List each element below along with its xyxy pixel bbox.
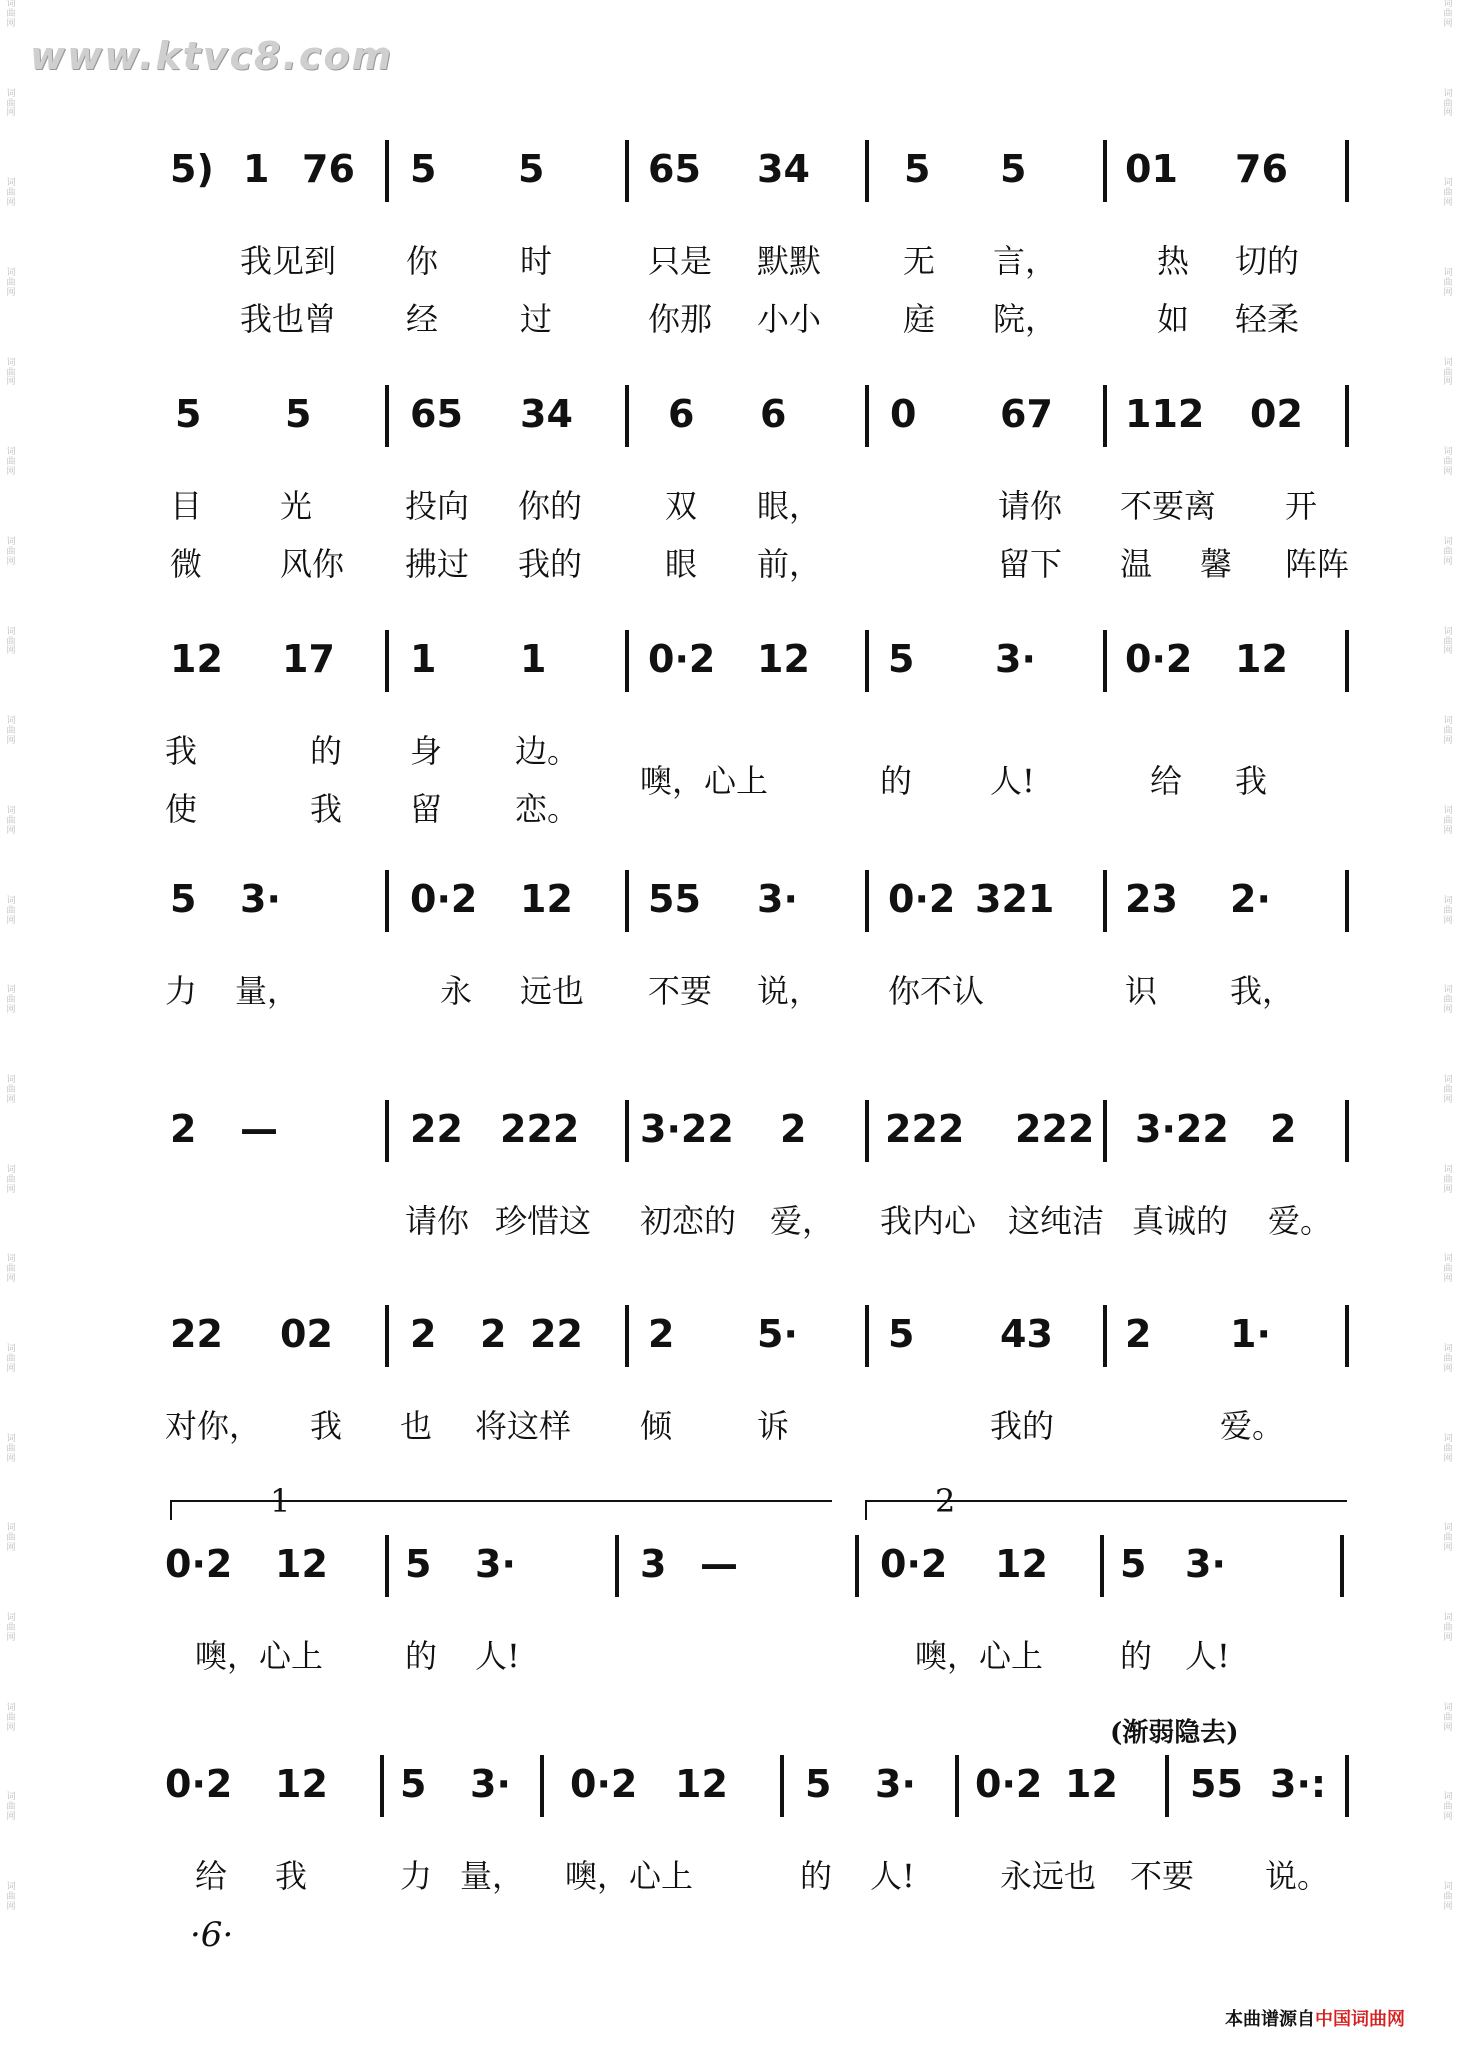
lyric-syllable: 力 xyxy=(400,1857,433,1895)
lyric-syllable: 热 xyxy=(1157,242,1190,280)
barline xyxy=(615,1535,619,1597)
lyric-syllable: 初恋的 xyxy=(640,1202,737,1240)
lyric-syllable: 的 xyxy=(1120,1637,1153,1675)
lyric-syllable: 我也曾 xyxy=(240,300,337,338)
lyric-syllable: 轻柔 xyxy=(1235,300,1300,338)
lyric-syllable: 的 xyxy=(880,762,913,800)
lyric-syllable: 切的 xyxy=(1235,242,1300,280)
note-group: — xyxy=(240,1107,278,1151)
barline xyxy=(865,385,869,447)
barline xyxy=(1103,385,1107,447)
note-group: 2 xyxy=(410,1312,437,1356)
note-group: 222 xyxy=(500,1107,580,1151)
strip-mark: 词 曲 网 xyxy=(6,1702,16,1733)
source-site: 中国词曲网 xyxy=(1315,2009,1405,2030)
note-group: 2 xyxy=(170,1107,197,1151)
strip-mark: 词 曲 网 xyxy=(1443,447,1453,478)
lyric-syllable: 爱， xyxy=(770,1202,835,1240)
volta-1-label: 1 xyxy=(270,1482,291,1520)
barline xyxy=(385,1535,389,1597)
lyric-syllable: 人! xyxy=(1185,1637,1230,1675)
lyric-syllable: 过 xyxy=(520,300,553,338)
lyric-syllable: 不要 xyxy=(648,972,713,1010)
note-group: 2 xyxy=(480,1312,507,1356)
lyric-syllable: 拂过 xyxy=(405,545,470,583)
strip-mark: 词 曲 网 xyxy=(1443,1075,1453,1105)
lyric-syllable: 我， xyxy=(1230,972,1295,1010)
note-group: 112 xyxy=(1125,392,1205,436)
lyric-syllable: 我 xyxy=(275,1857,308,1895)
note-group: 22 xyxy=(530,1312,583,1356)
lyric-syllable: 阵阵 xyxy=(1285,545,1350,583)
lyric-syllable: 的 xyxy=(405,1637,438,1675)
lyric-syllable: 你 xyxy=(406,242,439,280)
lyric-syllable: 给 xyxy=(195,1857,228,1895)
barline xyxy=(1103,630,1107,692)
strip-mark: 词 曲 网 xyxy=(1443,537,1453,567)
lyric-syllable: 默默 xyxy=(757,242,822,280)
note-group: 0 xyxy=(890,392,917,436)
strip-mark: 词 曲 网 xyxy=(1443,806,1453,836)
lyric-syllable: 噢，心上 xyxy=(915,1637,1044,1675)
strip-mark: 词 曲 网 xyxy=(6,985,16,1016)
source-note xyxy=(1225,2005,1405,2031)
note-group: 02 xyxy=(1250,392,1303,436)
strip-mark: 词 曲 网 xyxy=(6,1613,16,1643)
note-group: 23 xyxy=(1125,877,1178,921)
strip-mark: 词 曲 网 xyxy=(6,1254,16,1285)
barline xyxy=(1103,1305,1107,1367)
strip-mark: 词 曲 网 xyxy=(6,1433,16,1464)
note-group: 1 xyxy=(410,637,437,681)
strip-mark: 词 曲 网 xyxy=(1443,1792,1453,1823)
note-group: 321 xyxy=(975,877,1055,921)
note-group: 5) xyxy=(170,147,214,191)
strip-mark: 词 曲 网 xyxy=(6,1075,16,1105)
volta-bracket xyxy=(865,1500,1347,1520)
barline xyxy=(780,1755,784,1817)
lyric-syllable: 时 xyxy=(520,242,553,280)
note-group: 12 xyxy=(1235,637,1288,681)
barline xyxy=(865,870,869,932)
strip-mark: 词 曲 网 xyxy=(1443,985,1453,1016)
note-group: 5 xyxy=(888,637,915,681)
lyric-syllable: 量， xyxy=(235,972,300,1010)
note-group: 43 xyxy=(1000,1312,1053,1356)
note-group: 1 xyxy=(243,147,270,191)
barline xyxy=(865,1100,869,1162)
note-group: 3· xyxy=(995,637,1036,681)
lyric-syllable: 如 xyxy=(1157,300,1190,338)
strip-mark: 词 曲 网 xyxy=(1443,88,1453,119)
note-group: 0·2 xyxy=(1125,637,1193,681)
lyric-syllable: 只是 xyxy=(648,242,713,280)
lyric-syllable: 目 xyxy=(170,487,203,525)
lyric-syllable: 微 xyxy=(170,545,203,583)
barline xyxy=(1345,630,1349,692)
lyric-syllable: 光 xyxy=(280,487,313,525)
lyric-syllable: 对你， xyxy=(165,1407,262,1445)
lyric-syllable: 言， xyxy=(993,242,1058,280)
lyric-syllable: 量， xyxy=(460,1857,525,1895)
note-group: 0·2 xyxy=(165,1762,233,1806)
note-group: 65 xyxy=(648,147,701,191)
barline xyxy=(1345,385,1349,447)
note-group: 55 xyxy=(648,877,701,921)
strip-mark: 词 曲 网 xyxy=(6,357,16,388)
strip-mark: 词 曲 网 xyxy=(1443,357,1453,388)
lyric-syllable: 人! xyxy=(475,1637,520,1675)
note-group: 17 xyxy=(282,637,335,681)
strip-mark: 词 曲 网 xyxy=(6,1792,16,1823)
right-watermark-strip xyxy=(1439,0,1457,2050)
note-group: 5 xyxy=(518,147,545,191)
strip-mark: 词 曲 网 xyxy=(1443,0,1453,29)
note-group: 76 xyxy=(302,147,355,191)
lyric-syllable: 诉 xyxy=(757,1407,790,1445)
note-group: 5 xyxy=(400,1762,427,1806)
lyric-syllable: 噢，心上 xyxy=(640,762,769,800)
note-group: 3· xyxy=(240,877,281,921)
barline xyxy=(1100,1535,1104,1597)
strip-mark: 词 曲 网 xyxy=(1443,1164,1453,1195)
lyric-syllable: 的 xyxy=(800,1857,833,1895)
lyric-syllable: 边。 xyxy=(515,732,580,770)
lyric-syllable: 说， xyxy=(757,972,822,1010)
note-group: 0·2 xyxy=(165,1542,233,1586)
note-group: 6 xyxy=(668,392,695,436)
lyric-syllable: 的 xyxy=(310,732,343,770)
lyric-syllable: 你不认 xyxy=(888,972,985,1010)
lyric-syllable: 识 xyxy=(1125,972,1158,1010)
page-number: ·6· xyxy=(190,1915,234,1955)
lyric-syllable: 投向 xyxy=(405,487,470,525)
lyric-syllable: 力 xyxy=(165,972,198,1010)
note-group: 12 xyxy=(170,637,223,681)
note-group: 3· xyxy=(475,1542,516,1586)
barline xyxy=(625,140,629,202)
lyric-syllable: 倾 xyxy=(640,1407,673,1445)
note-group: 76 xyxy=(1235,147,1288,191)
barline xyxy=(1103,1100,1107,1162)
lyric-syllable: 这纯洁 xyxy=(1008,1202,1105,1240)
barline xyxy=(385,1305,389,1367)
lyric-syllable: 爱。 xyxy=(1220,1407,1285,1445)
strip-mark: 词 曲 网 xyxy=(6,806,16,836)
note-group: 0·2 xyxy=(975,1762,1043,1806)
lyric-syllable: 无 xyxy=(903,242,936,280)
strip-mark: 词 曲 网 xyxy=(1443,895,1453,926)
lyric-syllable: 人! xyxy=(870,1857,915,1895)
lyric-syllable: 我 xyxy=(310,1407,343,1445)
note-group: 2 xyxy=(1125,1312,1152,1356)
note-group: 1 xyxy=(520,637,547,681)
lyric-syllable: 眼 xyxy=(665,545,698,583)
dynamics-direction: (渐弱隐去) xyxy=(1110,1718,1239,1748)
barline xyxy=(1165,1755,1169,1817)
note-group: 2 xyxy=(780,1107,807,1151)
note-group: 3·: xyxy=(1270,1762,1327,1806)
note-group: 12 xyxy=(1065,1762,1118,1806)
strip-mark: 词 曲 网 xyxy=(1443,716,1453,747)
note-group: 5· xyxy=(757,1312,798,1356)
barline xyxy=(380,1755,384,1817)
source-prefix: 本曲谱源自 xyxy=(1225,2009,1315,2030)
strip-mark: 词 曲 网 xyxy=(6,1523,16,1554)
lyric-syllable: 我的 xyxy=(518,545,583,583)
lyric-syllable: 经 xyxy=(406,300,439,338)
strip-mark: 词 曲 网 xyxy=(6,1344,16,1374)
note-group: 12 xyxy=(995,1542,1048,1586)
note-group: 6 xyxy=(760,392,787,436)
barline xyxy=(625,385,629,447)
note-group: 02 xyxy=(280,1312,333,1356)
lyric-syllable: 我 xyxy=(165,732,198,770)
note-group: 5 xyxy=(805,1762,832,1806)
strip-mark: 词 曲 网 xyxy=(1443,1523,1453,1554)
barline xyxy=(1103,870,1107,932)
lyric-syllable: 留下 xyxy=(998,545,1063,583)
strip-mark: 词 曲 网 xyxy=(6,537,16,567)
barline xyxy=(385,630,389,692)
barline xyxy=(625,1100,629,1162)
barline xyxy=(625,630,629,692)
strip-mark: 词 曲 网 xyxy=(6,0,16,29)
lyric-syllable: 开 xyxy=(1285,487,1318,525)
strip-mark: 词 曲 网 xyxy=(6,88,16,119)
lyric-syllable: 留 xyxy=(410,790,443,828)
note-group: 55 xyxy=(1190,1762,1243,1806)
note-group: 3· xyxy=(470,1762,511,1806)
note-group: 3·22 xyxy=(1135,1107,1229,1151)
strip-mark: 词 曲 网 xyxy=(6,716,16,747)
note-group: 2· xyxy=(1230,877,1271,921)
lyric-syllable: 我 xyxy=(310,790,343,828)
note-group: 12 xyxy=(275,1762,328,1806)
note-group: — xyxy=(700,1542,738,1586)
lyric-syllable: 永 xyxy=(440,972,473,1010)
barline xyxy=(865,630,869,692)
note-group: 2 xyxy=(1270,1107,1297,1151)
strip-mark: 词 曲 网 xyxy=(6,178,16,209)
lyric-syllable: 我内心 xyxy=(880,1202,977,1240)
left-watermark-strip xyxy=(2,0,20,2050)
volta-bracket xyxy=(170,1500,832,1520)
note-group: 0·2 xyxy=(648,637,716,681)
barline xyxy=(1345,140,1349,202)
note-group: 5 xyxy=(904,147,931,191)
barline xyxy=(865,1305,869,1367)
barline xyxy=(385,140,389,202)
lyric-syllable: 请你 xyxy=(998,487,1063,525)
barline xyxy=(385,870,389,932)
lyric-syllable: 身 xyxy=(410,732,443,770)
site-watermark: www.ktvc8.com xyxy=(30,34,394,78)
strip-mark: 词 曲 网 xyxy=(1443,626,1453,657)
note-group: 5 xyxy=(1000,147,1027,191)
note-group: 3· xyxy=(875,1762,916,1806)
note-group: 0·2 xyxy=(880,1542,948,1586)
lyric-syllable: 院， xyxy=(993,300,1058,338)
note-group: 22 xyxy=(410,1107,463,1151)
lyric-syllable: 噢，心上 xyxy=(565,1857,694,1895)
note-group: 01 xyxy=(1125,147,1178,191)
note-group: 65 xyxy=(410,392,463,436)
lyric-syllable: 馨 xyxy=(1200,545,1233,583)
note-group: 1· xyxy=(1230,1312,1271,1356)
strip-mark: 词 曲 网 xyxy=(1443,1882,1453,1912)
note-group: 5 xyxy=(410,147,437,191)
lyric-syllable: 也 xyxy=(400,1407,433,1445)
note-group: 0·2 xyxy=(888,877,956,921)
barline xyxy=(385,385,389,447)
barline xyxy=(1345,1305,1349,1367)
note-group: 0·2 xyxy=(410,877,478,921)
note-group: 3·22 xyxy=(640,1107,734,1151)
volta-2-label: 2 xyxy=(935,1482,956,1520)
barline xyxy=(1340,1535,1344,1597)
lyric-syllable: 使 xyxy=(165,790,198,828)
strip-mark: 词 曲 网 xyxy=(6,626,16,657)
lyric-syllable: 恋。 xyxy=(515,790,580,828)
note-group: 3 xyxy=(640,1542,667,1586)
lyric-syllable: 庭 xyxy=(903,300,936,338)
lyric-syllable: 说。 xyxy=(1265,1857,1330,1895)
note-group: 222 xyxy=(885,1107,965,1151)
strip-mark: 词 曲 网 xyxy=(1443,1433,1453,1464)
barline xyxy=(625,870,629,932)
lyric-syllable: 将这样 xyxy=(475,1407,572,1445)
strip-mark: 词 曲 网 xyxy=(1443,268,1453,298)
note-group: 222 xyxy=(1015,1107,1095,1151)
lyric-syllable: 眼， xyxy=(757,487,822,525)
lyric-syllable: 珍惜这 xyxy=(495,1202,592,1240)
note-group: 5 xyxy=(170,877,197,921)
barline xyxy=(1345,870,1349,932)
lyric-syllable: 双 xyxy=(665,487,698,525)
note-group: 12 xyxy=(275,1542,328,1586)
note-group: 3· xyxy=(757,877,798,921)
note-group: 34 xyxy=(757,147,810,191)
strip-mark: 词 曲 网 xyxy=(1443,1702,1453,1733)
barline xyxy=(1345,1755,1349,1817)
lyric-syllable: 爱。 xyxy=(1268,1202,1333,1240)
note-group: 5 xyxy=(285,392,312,436)
strip-mark: 词 曲 网 xyxy=(6,447,16,478)
note-group: 0·2 xyxy=(570,1762,638,1806)
strip-mark: 词 曲 网 xyxy=(1443,178,1453,209)
strip-mark: 词 曲 网 xyxy=(1443,1344,1453,1374)
lyric-syllable: 我 xyxy=(1235,762,1268,800)
lyric-syllable: 请你 xyxy=(405,1202,470,1240)
note-group: 12 xyxy=(757,637,810,681)
barline xyxy=(865,140,869,202)
lyric-syllable: 你那 xyxy=(648,300,713,338)
lyric-syllable: 风你 xyxy=(280,545,345,583)
lyric-syllable: 人! xyxy=(990,762,1035,800)
barline xyxy=(1103,140,1107,202)
lyric-syllable: 噢，心上 xyxy=(195,1637,324,1675)
lyric-syllable: 给 xyxy=(1150,762,1183,800)
strip-mark: 词 曲 网 xyxy=(6,1882,16,1912)
note-group: 12 xyxy=(520,877,573,921)
strip-mark: 词 曲 网 xyxy=(6,268,16,298)
lyric-syllable: 永远也 xyxy=(1000,1857,1097,1895)
strip-mark: 词 曲 网 xyxy=(6,895,16,926)
lyric-syllable: 我的 xyxy=(990,1407,1055,1445)
lyric-syllable: 你的 xyxy=(518,487,583,525)
note-group: 3· xyxy=(1185,1542,1226,1586)
barline xyxy=(955,1755,959,1817)
barline xyxy=(625,1305,629,1367)
note-group: 5 xyxy=(1120,1542,1147,1586)
note-group: 12 xyxy=(675,1762,728,1806)
note-group: 5 xyxy=(175,392,202,436)
lyric-syllable: 不要 xyxy=(1130,1857,1195,1895)
lyric-syllable: 前， xyxy=(757,545,822,583)
barline xyxy=(855,1535,859,1597)
strip-mark: 词 曲 网 xyxy=(1443,1254,1453,1285)
lyric-syllable: 真诚的 xyxy=(1132,1202,1229,1240)
note-group: 2 xyxy=(648,1312,675,1356)
lyric-syllable: 小小 xyxy=(757,300,822,338)
barline xyxy=(385,1100,389,1162)
note-group: 34 xyxy=(520,392,573,436)
barline xyxy=(1345,1100,1349,1162)
note-group: 67 xyxy=(1000,392,1053,436)
lyric-syllable: 远也 xyxy=(520,972,585,1010)
note-group: 5 xyxy=(405,1542,432,1586)
barline xyxy=(540,1755,544,1817)
lyric-syllable: 我见到 xyxy=(240,242,337,280)
lyric-syllable: 不要离 xyxy=(1120,487,1217,525)
note-group: 5 xyxy=(888,1312,915,1356)
note-group: 22 xyxy=(170,1312,223,1356)
strip-mark: 词 曲 网 xyxy=(6,1164,16,1195)
lyric-syllable: 温 xyxy=(1120,545,1153,583)
strip-mark: 词 曲 网 xyxy=(1443,1613,1453,1643)
